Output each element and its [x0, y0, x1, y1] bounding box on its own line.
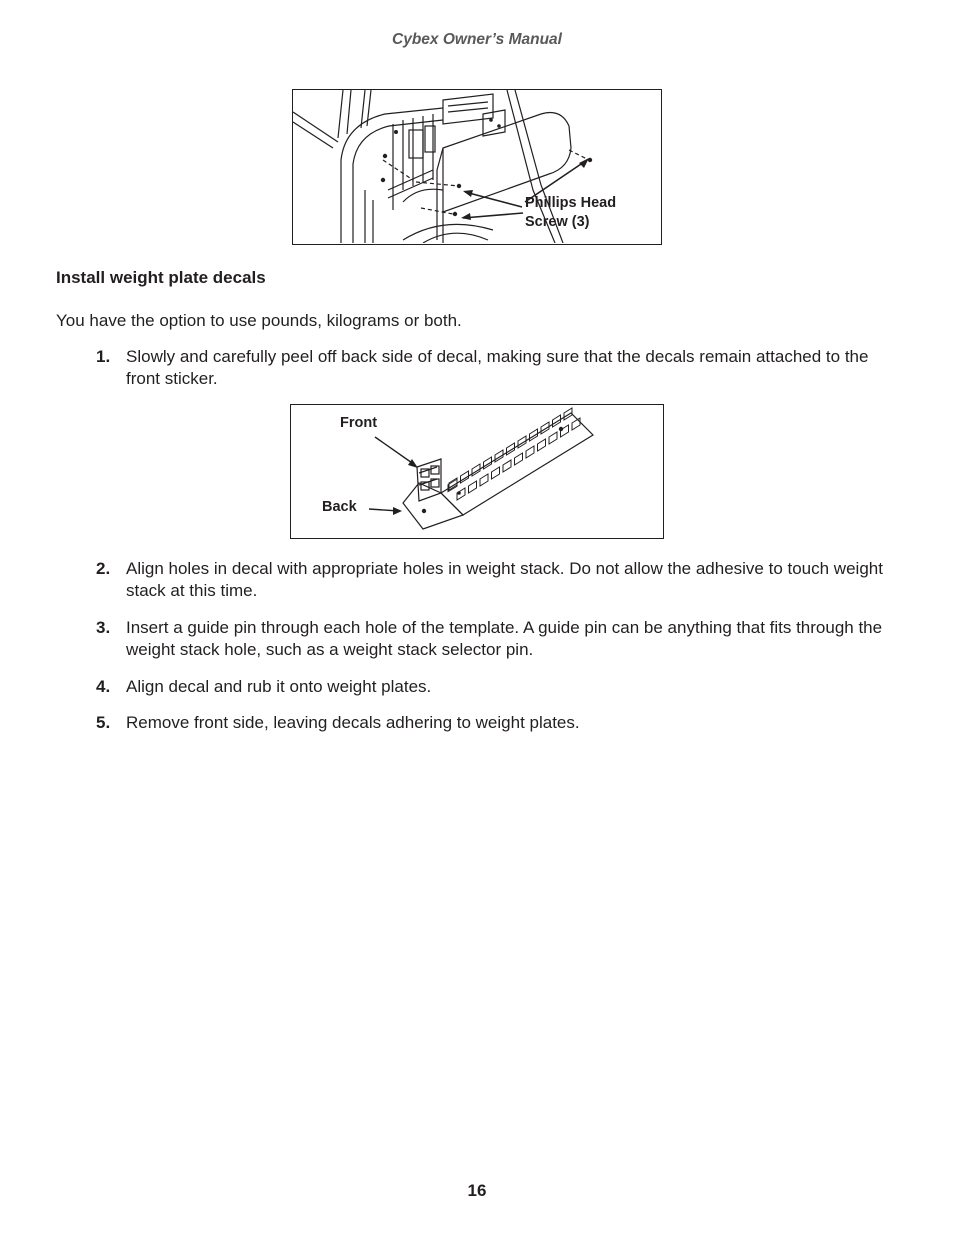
- step-text: Slowly and carefully peel off back side of decal, making sure that the decals remain attached to the front sticker.: [126, 347, 869, 388]
- step-1: [96, 346, 896, 390]
- step-number: 1.: [96, 347, 111, 366]
- decal-illustration: [290, 404, 664, 539]
- page-header-title: Cybex Owner’s Manual: [392, 31, 562, 48]
- machine-shroud-drawing: [293, 90, 660, 243]
- step-text: Remove front side, leaving decals adhering to weight plates.: [126, 713, 580, 732]
- step-3: [96, 617, 896, 661]
- intro-text: You have the option to use pounds, kilograms or both.: [56, 311, 462, 330]
- step-number: 2.: [96, 559, 111, 578]
- step-text: Align decal and rub it onto weight plates.: [126, 677, 432, 696]
- section-heading: Install weight plate decals: [56, 268, 266, 287]
- step-text: Insert a guide pin through each hole of the template. A guide pin can be anything that fits through the weight stack hole, such as a weight stack selector pin.: [126, 618, 883, 659]
- step-5: [96, 712, 896, 734]
- back-label: Back: [322, 499, 357, 515]
- step-4: [96, 676, 896, 698]
- step-number: 4.: [96, 677, 111, 696]
- page-number: 16: [467, 1181, 487, 1200]
- screw-callout-line2: Screw (3): [525, 214, 590, 230]
- step-number: 3.: [96, 618, 111, 637]
- front-label: Front: [340, 415, 378, 431]
- step-text: Align holes in decal with appropriate holes in weight stack. Do not allow the adhesive to touch weight stack at this time.: [126, 559, 883, 600]
- step-number: 5.: [96, 713, 111, 732]
- step-2: [96, 558, 896, 602]
- machine-shroud-illustration: [292, 89, 662, 245]
- screw-callout-line1: Phillips Head: [525, 195, 617, 211]
